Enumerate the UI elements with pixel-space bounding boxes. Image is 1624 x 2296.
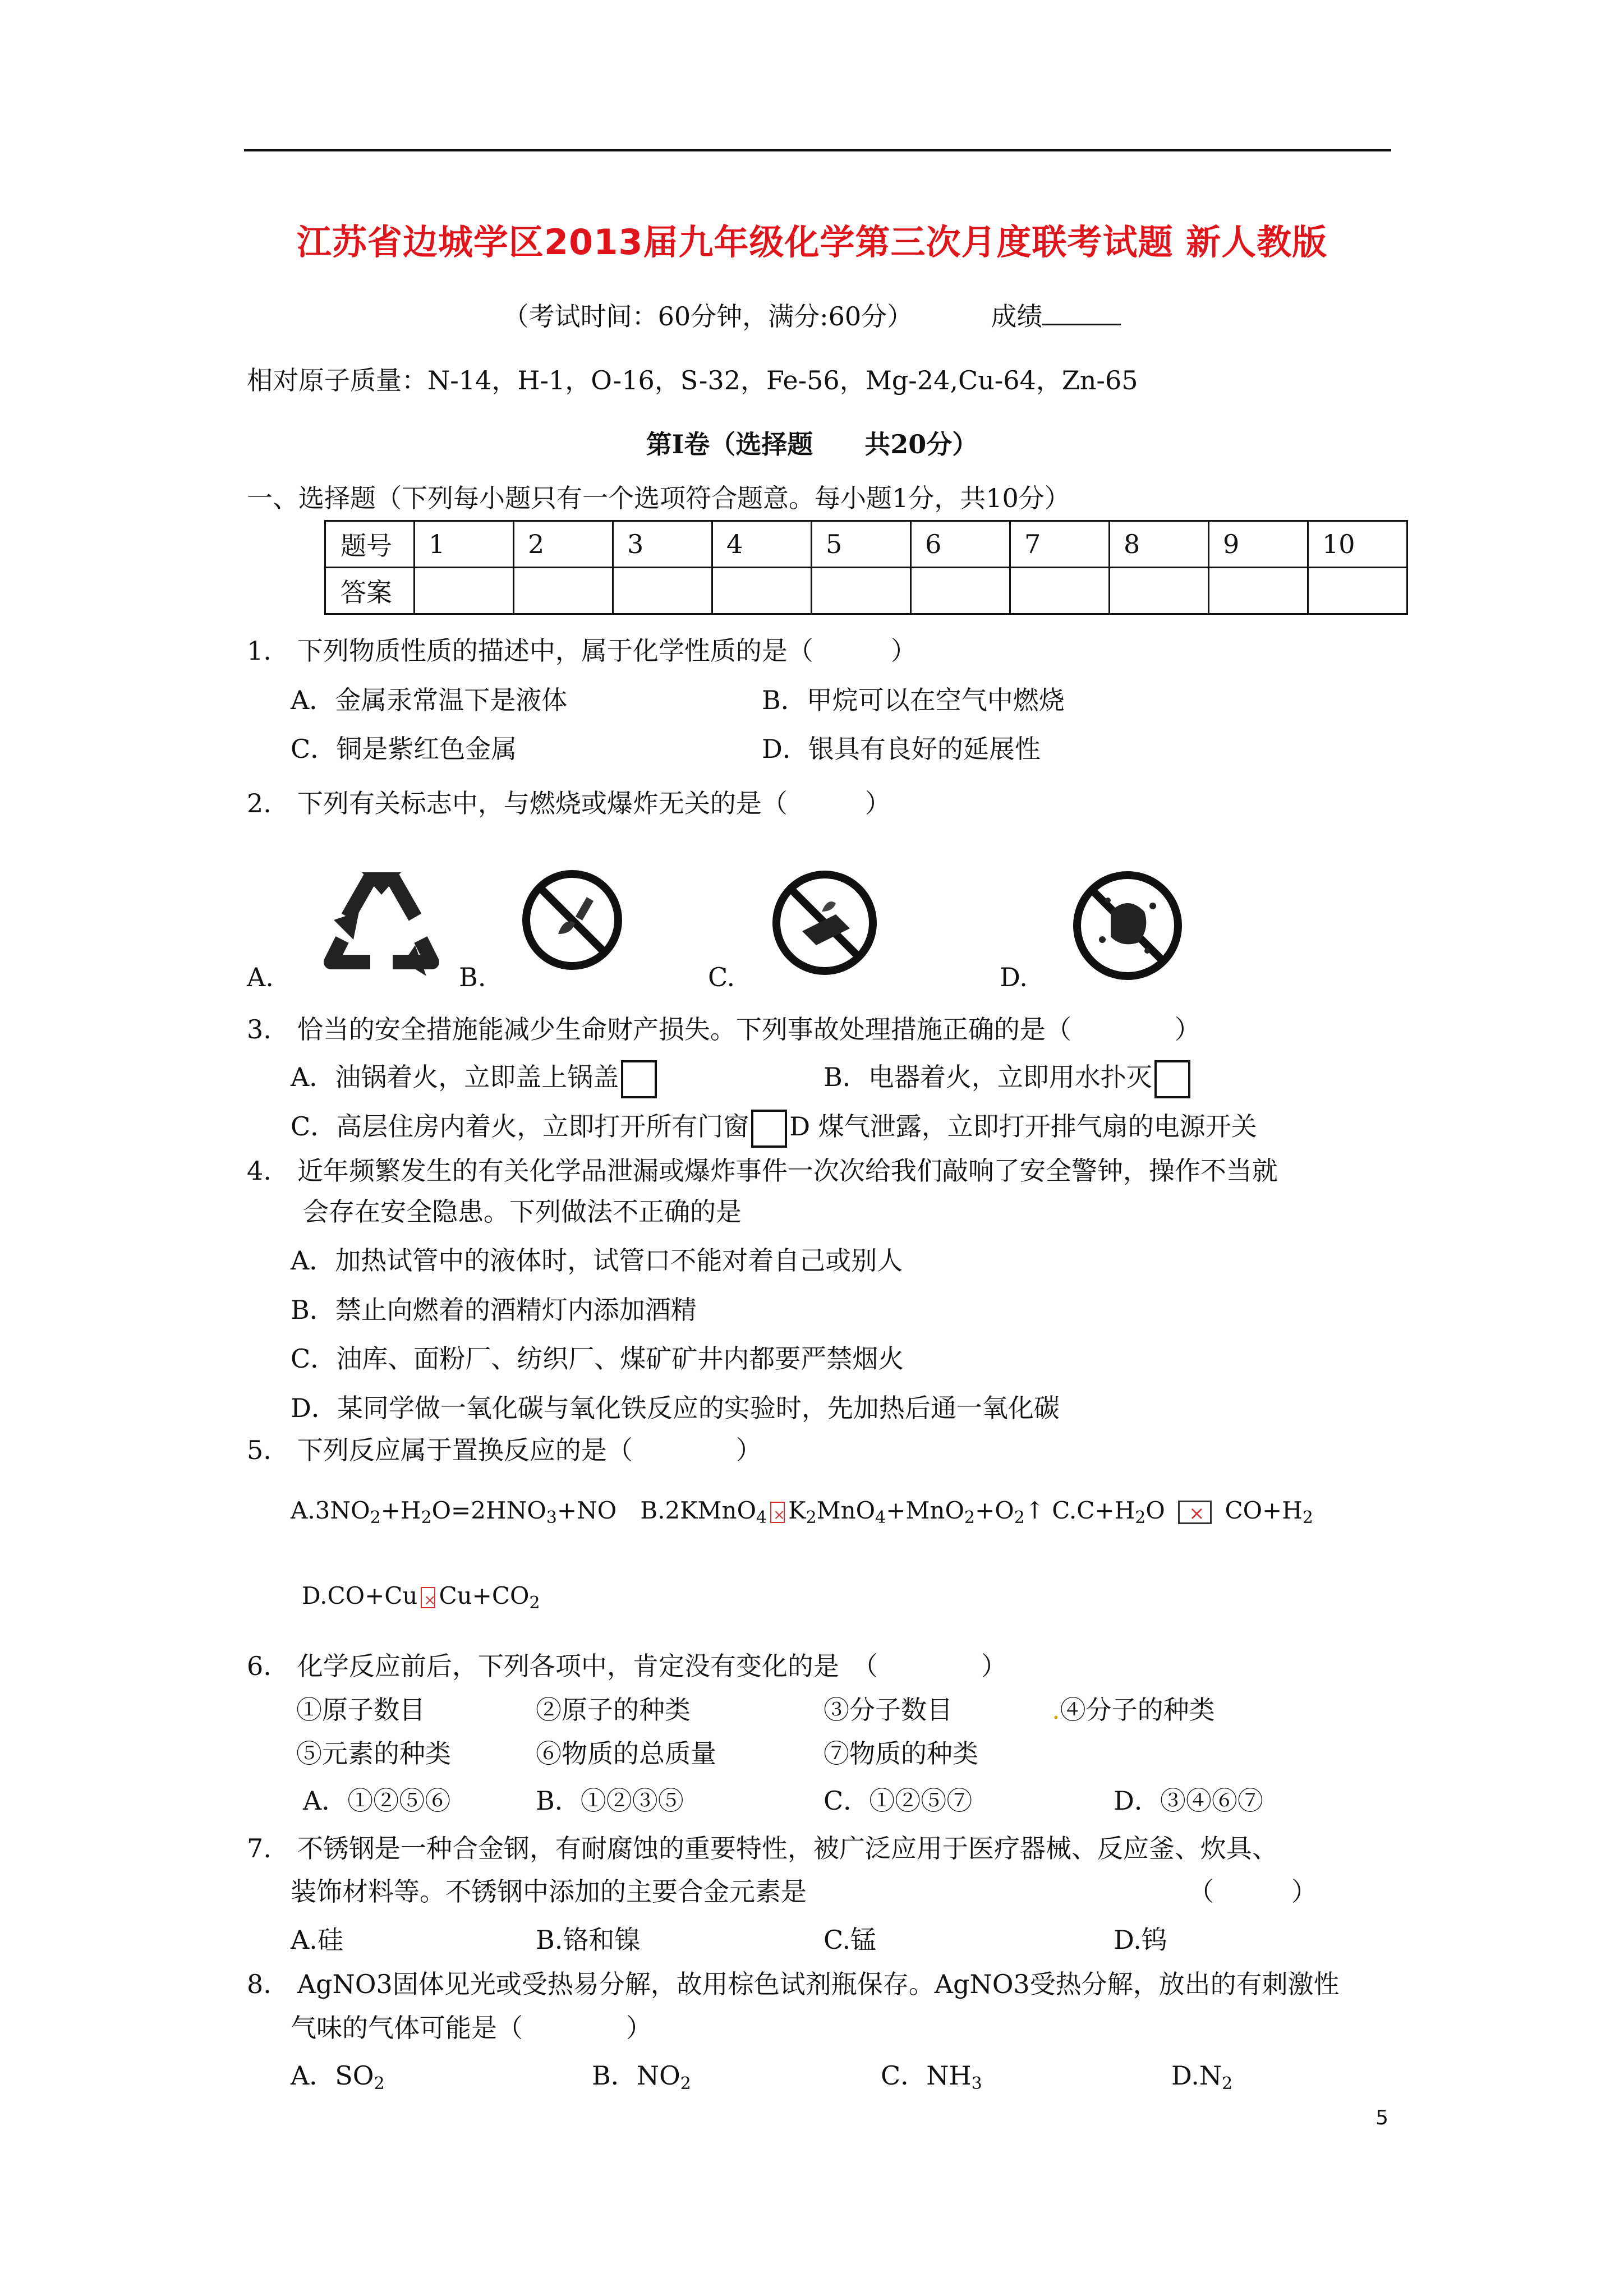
answer-table-number: 3 [613,521,712,568]
q3-option-b: B．电器着火，立即用水扑灭 [823,1062,1152,1092]
q5-stem: 5. 下列反应属于置换反应的是（ ） [247,1435,762,1465]
answer-table-answer-row [325,568,1407,614]
q8-option-c: C．$NH_3$ [881,2060,982,2093]
q8-stem-line2: 气味的气体可能是（ ） [291,2013,652,2043]
exam-info-row [0,299,1624,333]
q7-option-c: C.锰 [823,1925,877,1955]
answer-table-number: 5 [812,521,911,568]
q7-option-a: A.硅 [291,1925,343,1955]
q6-item-1: ①原子数目 [296,1695,425,1725]
answer-table-number: 6 [911,521,1010,568]
answer-cell[interactable] [1010,568,1110,614]
q4-stem-line2: 会存在安全隐患。下列做法不正确的是 [303,1197,742,1227]
answer-cell[interactable] [613,568,712,614]
q4-option-d: D．某同学做一氧化碳与氧化铁反应的实验时，先加热后通一氧化碳 [291,1393,1060,1423]
answer-table-number: 1 [415,521,514,568]
q4-option-a: A．加热试管中的液体时，试管口不能对着自己或别人 [291,1245,903,1276]
q6-stem: 6. 化学反应前后，下列各项中，肯定没有变化的是 （ ） [247,1651,1007,1681]
answer-cell[interactable] [514,568,613,614]
q4-option-c: C．油库、面粉厂、纺织厂、煤矿矿井内都要严禁烟火 [291,1343,904,1374]
q3-option-c-row [291,1110,1257,1148]
answer-table-label-answer: 答案 [325,568,415,614]
answer-cell[interactable] [812,568,911,614]
answer-table-header-row [325,521,1407,568]
q2-option-a: A. [247,962,274,992]
score-label: 成绩 [991,301,1043,332]
answer-table-number: 7 [1010,521,1110,568]
answer-table-number: 2 [514,521,613,568]
q6-item-3: ③分子数目 [823,1695,953,1725]
answer-table-number: 9 [1209,521,1308,568]
high-temp-condition-icon [1178,1501,1212,1524]
q4-option-b: B．禁止向燃着的酒精灯内添加酒精 [291,1295,697,1325]
q7-stem-line2: 装饰材料等。不锈钢中添加的主要合金元素是 [291,1876,807,1907]
part1-heading: 第Ⅰ卷（选择题 共20分） [646,429,978,459]
q2-stem: 2. 下列有关标志中，与燃烧或爆炸无关的是（ ） [247,788,891,818]
q6-item-6: ⑥物质的总质量 [536,1738,716,1769]
q3-option-b-checkbox[interactable] [1154,1060,1190,1098]
stray-mark: . [1052,1695,1060,1725]
header-rule [244,149,1391,151]
q6-item-7: ⑦物质的种类 [823,1738,978,1769]
q5-options-row2: $D.CO+Cu\times Cu+CO_2$ [302,1579,540,1620]
exam-title: 江苏省边城学区2013届九年级化学第三次月度联考试题 新人教版 [296,222,1328,263]
q3-option-a-checkbox[interactable] [621,1060,657,1098]
answer-cell[interactable] [415,568,514,614]
q2-option-b: B. [459,962,486,992]
q1-option-c: C．铜是紫红色金属 [291,734,517,764]
q3-stem: 3. 恰当的安全措施能减少生命财产损失。下列事故处理措施正确的是（ ） [247,1014,1200,1045]
q1-stem: 1. 下列物质性质的描述中，属于化学性质的是（ ） [247,636,917,666]
exam-info: （考试时间：60分钟，满分:60分） [503,301,913,332]
q6-option-b: B．①②③⑤ [536,1786,684,1816]
answer-cell[interactable] [1110,568,1209,614]
q3-option-d: D 煤气泄露，立即打开排气扇的电源开关 [789,1111,1257,1142]
q3-option-a-row [291,1060,659,1098]
answer-cell[interactable] [911,568,1010,614]
q7-option-b: B.铬和镍 [536,1925,641,1955]
q5-options-row1: $A.3NO_2+H_2O=2HNO_3+NO$ B.2KMnO$_4$× $K_2MnO_4+MnO_2+O_2↑$ $C.C+H_2O \times CO+H_2$ [291,1494,1313,1535]
q3-option-c-checkbox[interactable] [751,1110,787,1148]
q6-option-a: A．①②⑤⑥ [303,1786,451,1816]
q1-option-d: D．银具有良好的延展性 [762,734,1041,764]
heat-condition-icon [770,1502,785,1523]
q6-item-4: ④分子的种类 [1060,1695,1215,1725]
q7-answer-paren: （ ） [1188,1876,1317,1907]
q1-option-b: B．甲烷可以在空气中燃烧 [762,685,1065,715]
q8-option-d: $D.N_2$ [1171,2060,1233,2093]
answer-cell[interactable] [712,568,812,614]
q1-option-a: A．金属汞常温下是液体 [291,685,568,715]
q8-stem-line1: 8. AgNO3固体见光或受热易分解，故用棕色试剂瓶保存。AgNO3受热分解，放出的有刺激性 [247,1969,1340,1999]
q7-option-d: D.钨 [1114,1925,1167,1955]
q7-stem-line1: 7. 不锈钢是一种合金钢，有耐腐蚀的重要特性，被广泛应用于医疗器械、反应釜、炊具、 [247,1833,1278,1864]
answer-table-number: 10 [1308,521,1407,568]
q6-option-c: C．①②⑤⑦ [823,1786,973,1816]
q3-option-a: A．油锅着火，立即盖上锅盖 [291,1062,619,1092]
answer-table-number: 4 [712,521,812,568]
q6-item-5: ⑤元素的种类 [296,1738,451,1769]
q3-option-b-row [823,1060,1193,1098]
q6-option-d: D．③④⑥⑦ [1114,1786,1263,1816]
q8-option-a: A．$SO_2$ [291,2060,385,2093]
answer-cell[interactable] [1308,568,1407,614]
heat-condition-icon [421,1587,435,1608]
answer-table-number: 8 [1110,521,1209,568]
q6-item-2: ②原子的种类 [536,1695,691,1725]
no-explosives-icon [1069,867,1186,984]
answer-cell[interactable] [1209,568,1308,614]
score-blank[interactable] [1042,299,1121,325]
no-burning-icon [769,867,881,979]
recycle-icon [314,861,449,984]
atomic-mass-line: 相对原子质量：N-14，H-1，O-16，S-32，Fe-56，Mg-24,Cu-64，Zn-65 [247,365,1138,395]
q2-option-c: C. [708,962,735,992]
q4-stem-line1: 4. 近年频繁发生的有关化学品泄漏或爆炸事件一次次给我们敲响了安全警钟，操作不当就 [247,1156,1278,1186]
no-fireworks-icon [519,867,625,973]
answer-table [324,520,1408,615]
section1-instructions: 一、选择题（下列每小题只有一个选项符合题意。每小题1分，共10分） [247,483,1070,513]
page-number: 5 [1375,2106,1388,2129]
answer-table-label-number: 题号 [325,521,415,568]
q6-item-4-row [1052,1693,1215,1727]
q3-option-c: C．高层住房内着火，立即打开所有门窗 [291,1111,749,1142]
q2-option-d: D. [1000,962,1028,992]
q8-option-b: B．$NO_2$ [592,2060,691,2093]
